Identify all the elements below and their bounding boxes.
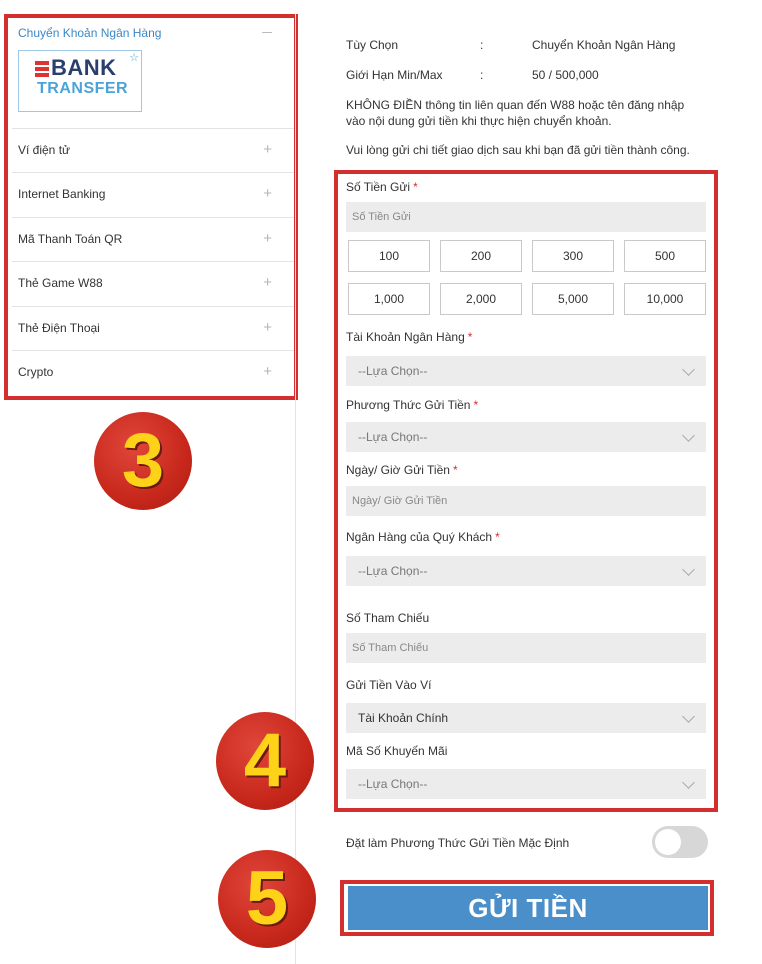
step-5-marker bbox=[218, 850, 316, 948]
limit-value: 50 / 500,000 bbox=[532, 68, 599, 82]
promo-label: Mã Số Khuyến Mãi bbox=[346, 744, 448, 758]
menu-item-internet-banking[interactable] bbox=[12, 172, 294, 216]
menu-item-phone-card[interactable] bbox=[12, 306, 294, 350]
quick-amount-200[interactable]: 200 bbox=[440, 240, 522, 272]
limit-separator: : bbox=[480, 68, 484, 82]
quick-amount-10000[interactable]: 10,000 bbox=[624, 283, 706, 315]
star-icon: ☆ bbox=[129, 52, 139, 64]
menu-item-label: Thẻ Game W88 bbox=[18, 276, 103, 290]
notice-text: Vui lòng gửi chi tiết giao dịch sau khi bạn đã gửi tiền thành công. bbox=[346, 143, 690, 157]
step-4-marker bbox=[216, 712, 314, 810]
quick-amount-100[interactable]: 100 bbox=[348, 240, 430, 272]
step-3-marker bbox=[94, 412, 192, 510]
plus-icon: + bbox=[263, 363, 272, 380]
chevron-down-icon bbox=[682, 769, 696, 799]
bank-logo-line2: TRANSFER bbox=[37, 80, 129, 97]
reference-label: Số Tham Chiếu bbox=[346, 611, 430, 625]
promo-select[interactable]: --Lựa Chọn-- bbox=[346, 769, 706, 799]
plus-icon: + bbox=[263, 141, 272, 158]
step-4-number: 4 bbox=[243, 718, 287, 803]
menu-item-label: Ví điện tử bbox=[18, 143, 71, 157]
deposit-method-label: Phương Thức Gửi Tiền * bbox=[346, 398, 479, 412]
bank-logo-bars-icon bbox=[35, 61, 49, 77]
menu-item-crypto[interactable] bbox=[12, 350, 294, 394]
plus-icon: + bbox=[263, 319, 272, 336]
option-separator: : bbox=[480, 38, 484, 52]
default-method-toggle[interactable] bbox=[652, 826, 708, 858]
customer-bank-select[interactable]: --Lựa Chọn-- bbox=[346, 556, 706, 586]
limit-label: Giới Hạn Min/Max bbox=[346, 68, 443, 82]
quick-amount-500[interactable]: 500 bbox=[624, 240, 706, 272]
deposit-method-menu bbox=[12, 20, 294, 396]
step-5-number: 5 bbox=[245, 856, 289, 941]
menu-item-label: Internet Banking bbox=[18, 187, 106, 201]
quick-amount-1000[interactable]: 1,000 bbox=[348, 283, 430, 315]
bank-logo-line1: BANK bbox=[51, 55, 117, 80]
menu-title-bank-transfer[interactable]: Chuyển Khoản Ngân Hàng bbox=[18, 26, 162, 40]
step-3-number: 3 bbox=[121, 418, 165, 503]
quick-amount-300[interactable]: 300 bbox=[532, 240, 614, 272]
chevron-down-icon bbox=[682, 556, 696, 586]
quick-amount-2000[interactable]: 2,000 bbox=[440, 283, 522, 315]
chevron-down-icon bbox=[682, 422, 696, 452]
menu-item-game-card[interactable] bbox=[12, 261, 294, 305]
plus-icon: + bbox=[263, 230, 272, 247]
warning-line-2: vào nội dung gửi tiền khi thực hiện chuyển khoản. bbox=[346, 114, 612, 128]
chevron-down-icon bbox=[682, 703, 696, 733]
chevron-down-icon bbox=[682, 356, 696, 386]
bank-transfer-logo[interactable] bbox=[18, 50, 142, 112]
bank-account-select[interactable]: --Lựa Chọn-- bbox=[346, 356, 706, 386]
menu-item-qr-payment[interactable] bbox=[12, 217, 294, 261]
menu-item-e-wallet[interactable] bbox=[12, 128, 294, 172]
wallet-label: Gửi Tiền Vào Ví bbox=[346, 678, 432, 692]
default-method-label: Đặt làm Phương Thức Gửi Tiền Mặc Định bbox=[346, 836, 570, 850]
wallet-select[interactable]: Tài Khoản Chính bbox=[346, 703, 706, 733]
menu-item-label: Crypto bbox=[18, 365, 54, 379]
warning-line-1: KHÔNG ĐIỀN thông tin liên quan đến W88 hoặc tên đăng nhập bbox=[346, 98, 685, 112]
submit-deposit-button[interactable]: GỬI TIỀN bbox=[348, 886, 708, 930]
amount-input[interactable]: Số Tiền Gửi bbox=[346, 202, 706, 232]
menu-item-label: Thẻ Điện Thoại bbox=[18, 321, 100, 335]
bank-account-label: Tài Khoản Ngân Hàng * bbox=[346, 330, 473, 344]
plus-icon: + bbox=[263, 185, 272, 202]
menu-item-label: Mã Thanh Toán QR bbox=[18, 232, 123, 246]
plus-icon: + bbox=[263, 274, 272, 291]
quick-amount-5000[interactable]: 5,000 bbox=[532, 283, 614, 315]
collapse-icon[interactable] bbox=[262, 32, 272, 33]
datetime-label: Ngày/ Giờ Gửi Tiền * bbox=[346, 463, 458, 477]
datetime-input[interactable]: Ngày/ Giờ Gửi Tiền bbox=[346, 486, 706, 516]
option-value: Chuyển Khoản Ngân Hàng bbox=[532, 38, 676, 52]
toggle-knob bbox=[655, 829, 681, 855]
option-label: Tùy Chọn bbox=[346, 38, 399, 52]
column-divider bbox=[295, 14, 296, 964]
reference-input[interactable]: Số Tham Chiếu bbox=[346, 633, 706, 663]
amount-label: Số Tiền Gửi * bbox=[346, 180, 418, 194]
deposit-method-select[interactable]: --Lựa Chọn-- bbox=[346, 422, 706, 452]
customer-bank-label: Ngân Hàng của Quý Khách * bbox=[346, 530, 500, 544]
